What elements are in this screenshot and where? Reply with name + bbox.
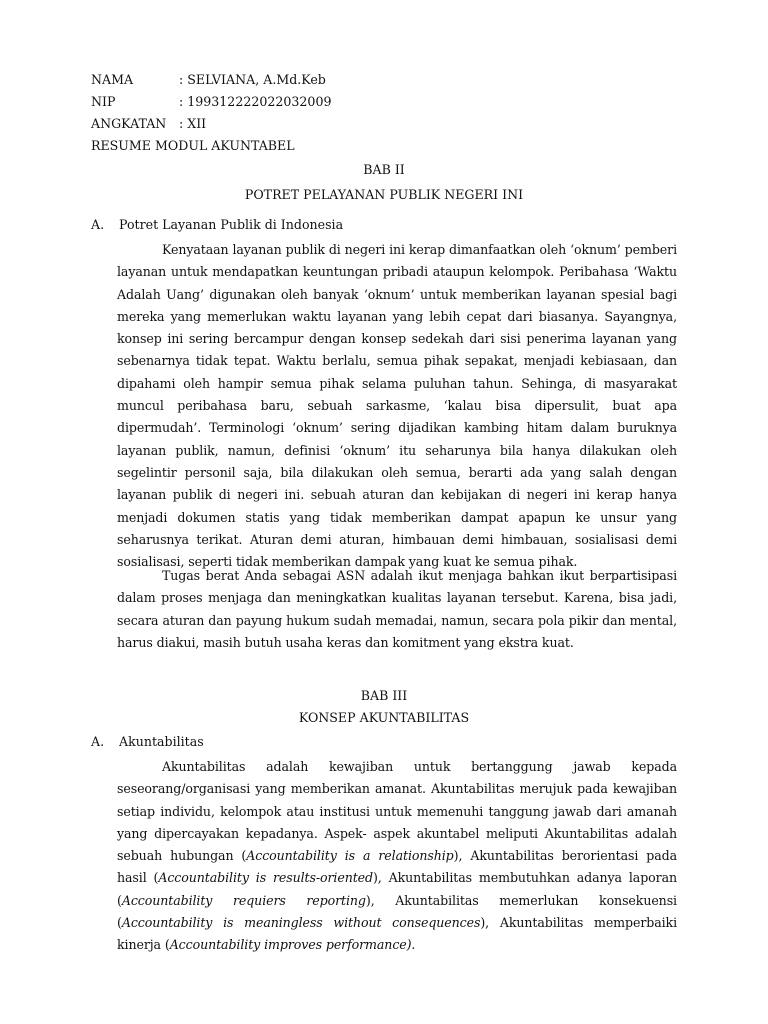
section-number: A. — [91, 217, 105, 232]
nip-label: NIP — [91, 94, 116, 109]
section-number: A. — [91, 734, 105, 749]
section-title: Akuntabilitas — [119, 734, 204, 749]
italic-term: Accountability requiers reporting — [121, 892, 366, 908]
text-run: ), Akuntabilitas memperbaiki kinerja ( — [117, 915, 678, 953]
bab2-paragraph-1: Kenyataan layanan publik di negeri ini kerap dimanfaatkan oleh ‘oknum’ pemberi layanan untuk mendapatkan keuntungan pribadi ataupun kelompok. Peribahasa ‘Waktu Adalah Uang’ digunakan oleh banyak ‘oknum’ untuk memberikan layanan spesial bagi mereka yang memerlukan waktu layanan yang lebih cepat dari biasanya. Sayangnya, konsep ini sering bercampur dengan konsep sedekah dari sisi penerima layanan yang sebenarnya tidak tepat. Waktu berlalu, semua pihak sepakat, menjadi kebiasaan, dan dipahami oleh hampir semua pihak selama puluhan tahun. Sehinga, di masyarakat muncul peribahasa baru, sebuah sarkasme, ‘kalau bisa dipersulit, buat apa dipermudah’. Terminologi ‘oknum’ sering dijadikan kambing hitam dalam buruknya layanan publik, namun, definisi ‘oknum’ itu seharunya bila hanya dilakukan oleh segelintir personil saja, bila dilakukan oleh semua, berarti ada yang salah dengan layanan publik di negeri ini. sebuah aturan dan kebijakan di negeri ini kerap hanya menjadi dokumen statis yang tidak memberikan dampat apapun ke unsur yang seharusnya terikat. Aturan demi aturan, himbauan demi himbauan, sosialisasi demi sosialisasi, seperti tidak memberikan dampak yang kuat ke semua pihak. — [117, 242, 677, 570]
resume-title: RESUME MODUL AKUNTABEL — [91, 138, 295, 153]
nip-value: : 199312222022032009 — [179, 94, 332, 109]
text-run: Akuntabilitas adalah kewajiban untuk bertanggung jawab kepada seseorang/organisasi yang memberikan amanat. Akuntabilitas merujuk pada kewajiban setiap individu, kelompok atau institusi untuk memenuhi tanggung jawab dari amanah yang dipercayakan kepadanya. Aspek- aspek akuntabel meliputi Akuntabilitas adalah sebuah hubungan ( — [117, 759, 677, 864]
section-title: Potret Layanan Publik di Indonesia — [119, 217, 344, 232]
italic-term: Accountability is meaningless without consequences — [121, 915, 481, 931]
bab3-paragraph-1 — [117, 756, 677, 957]
italic-term: Accountability improves performance). — [169, 937, 416, 953]
italic-term: Accountability is results-oriented — [158, 870, 373, 886]
italic-term: Accountability is a relationship — [246, 848, 454, 864]
nama-label: NAMA — [91, 72, 134, 87]
text-run: ), Akuntabilitas berorientasi pada hasil ( — [117, 848, 677, 886]
bab2-number: BAB II — [363, 162, 405, 177]
bab3-number: BAB III — [360, 688, 408, 703]
bab2-title: POTRET PELAYANAN PUBLIK NEGERI INI — [244, 187, 524, 202]
angkatan-label: ANGKATAN — [91, 116, 167, 131]
nama-value: : SELVIANA, A.Md.Keb — [179, 72, 326, 87]
angkatan-value: : XII — [179, 116, 207, 131]
text-run: ), Akuntabilitas membutuhkan adanya laporan ( — [117, 870, 677, 908]
bab3-title: KONSEP AKUNTABILITAS — [298, 710, 470, 725]
bab2-paragraph-2: Tugas berat Anda sebagai ASN adalah ikut menjaga bahkan ikut berpartisipasi dalam proses menjaga dan meningkatkan kualitas layanan tersebut. Karena, bisa jadi, secara aturan dan payung hukum sudah memadai, namun, secara pola pikir dan mental, harus diakui, masih butuh usaha keras dan komitment yang ekstra kuat. — [117, 568, 677, 650]
text-run: ), Akuntabilitas memerlukan konsekuensi ( — [117, 892, 677, 931]
